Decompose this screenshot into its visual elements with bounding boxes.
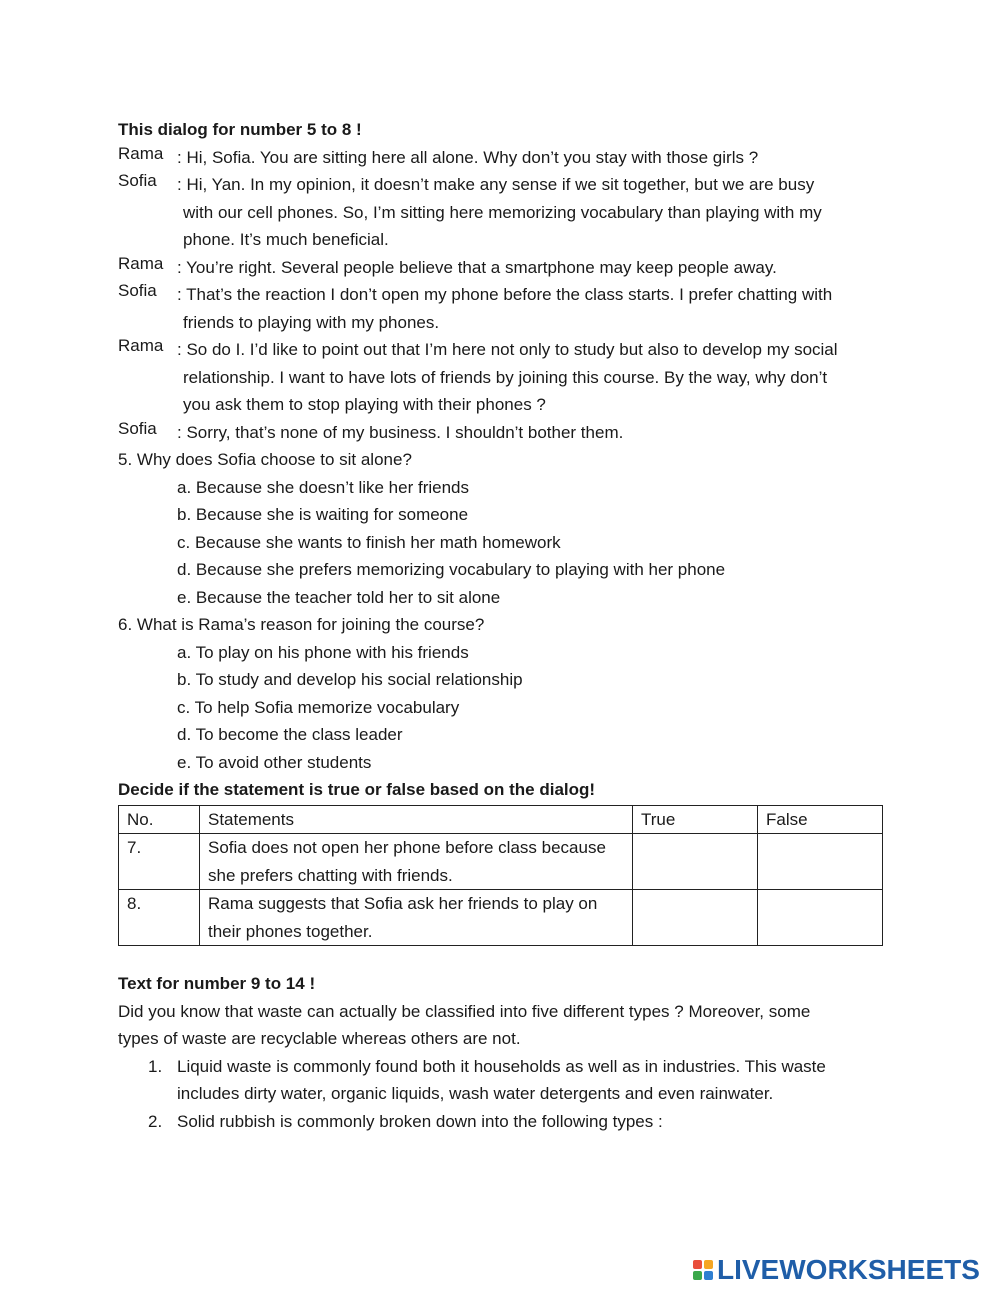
text-heading: Text for number 9 to 14 ! [118,974,316,993]
utterance-line: : Hi, Yan. In my opinion, it doesn’t make any sense if we sit together, but we are busy [177,175,815,194]
header-statements: Statements [200,805,633,834]
speaker: Sofia [118,281,157,300]
table-row [119,834,883,890]
true-false-table [118,805,883,947]
true-answer-cell[interactable] [633,890,758,946]
utterance-line: : Hi, Sofia. You are sitting here all alone. Why don’t you stay with those girls ? [177,147,759,167]
answer-option[interactable]: c. Because she wants to finish her math homework [177,532,561,552]
utterance [177,254,884,282]
list-number: 1. [148,1056,163,1076]
numbered-list [118,1053,884,1136]
answer-option[interactable]: b. To study and develop his social relationship [177,670,523,689]
header-true: True [633,805,758,834]
utterance [177,281,884,336]
speaker: Rama [118,143,164,163]
list-item [118,1053,884,1108]
row-statement [200,834,633,890]
true-false-heading: Decide if the statement is true or false based on the dialog! [118,780,596,799]
dialog-turn [118,254,884,282]
dialog-turn [118,144,884,172]
true-answer-cell[interactable] [633,834,758,890]
answer-option[interactable]: e. To avoid other students [177,752,372,772]
list-line: Liquid waste is commonly found both it households as well as in industries. This waste [177,1056,826,1076]
spacer [118,946,884,970]
statement-line: their phones together. [208,921,373,941]
list-text [177,1053,884,1108]
utterance [177,419,884,447]
list-number: 2. [148,1111,163,1131]
utterance-line: you ask them to stop playing with their phones ? [183,395,546,414]
answer-option[interactable]: a. Because she doesn’t like her friends [177,477,470,497]
answer-option[interactable]: e. Because the teacher told her to sit alone [177,587,501,607]
dialog-turn [118,419,884,447]
speaker: Sofia [118,418,157,438]
answer-option[interactable]: b. Because she is waiting for someone [177,505,469,524]
logo-text: LIVEWORKSHEETS [717,1254,980,1285]
dialog-turn [118,336,884,419]
question-5 [118,446,884,611]
worksheet-page [118,116,884,1135]
utterance-line: : Sorry, that’s none of my business. I shouldn’t bother them. [177,422,624,442]
logo-mark-icon [693,1260,713,1280]
table-row [119,890,883,946]
statement-line: Rama suggests that Sofia ask her friends to play on [208,894,598,913]
statement-line: Sofia does not open her phone before class because [208,838,606,857]
list-item [118,1108,884,1136]
question-stem: 6. What is Rama’s reason for joining the course? [118,615,485,634]
liveworksheets-logo [693,1255,993,1285]
utterance [177,171,884,254]
intro-line: Did you know that waste can actually be classified into five different types ? Moreover, some [118,1001,811,1021]
dialog-turn [118,171,884,254]
logo-square [693,1271,702,1280]
utterance-line: relationship. I want to have lots of friends by joining this course. By the way, why don’t [183,367,828,387]
header-false: False [758,805,883,834]
list-text [177,1108,884,1136]
utterance [177,336,884,419]
utterance-line: friends to playing with my phones. [183,312,440,332]
false-answer-cell[interactable] [758,890,883,946]
logo-square [693,1260,702,1269]
dialog-turn [118,281,884,336]
table-header-row [119,805,883,834]
header-no: No. [119,805,200,834]
utterance-line: with our cell phones. So, I’m sitting here memorizing vocabulary than playing with my [183,202,822,222]
row-statement [200,890,633,946]
utterance [177,144,884,172]
utterance-line: : You’re right. Several people believe that a smartphone may keep people away. [177,257,777,277]
list-line: includes dirty water, organic liquids, wash water detergents and even rainwater. [177,1084,774,1103]
answer-option[interactable]: a. To play on his phone with his friends [177,642,469,662]
answer-option[interactable]: c. To help Sofia memorize vocabulary [177,697,460,717]
question-6 [118,611,884,776]
speaker: Rama [118,336,164,355]
false-answer-cell[interactable] [758,834,883,890]
utterance-line: : So do I. I’d like to point out that I’m here not only to study but also to develop my social [177,340,838,359]
statement-line: she prefers chatting with friends. [208,865,453,885]
answer-option[interactable]: d. To become the class leader [177,725,403,744]
question-stem: 5. Why does Sofia choose to sit alone? [118,450,412,469]
utterance-line: phone. It’s much beneficial. [183,230,389,249]
utterance-line: : That’s the reaction I don’t open my phone before the class starts. I prefer chatting with [177,285,833,304]
logo-square [704,1260,713,1269]
dialog-heading: This dialog for number 5 to 8 ! [118,120,362,139]
row-number: 7. [119,834,200,890]
dialog [118,144,884,447]
answer-option[interactable]: d. Because she prefers memorizing vocabulary to playing with her phone [177,560,726,579]
speaker: Rama [118,253,164,273]
intro-line: types of waste are recyclable whereas others are not. [118,1029,521,1048]
list-line: Solid rubbish is commonly broken down into the following types : [177,1111,663,1131]
row-number: 8. [119,890,200,946]
speaker: Sofia [118,171,157,190]
logo-square [704,1271,713,1280]
